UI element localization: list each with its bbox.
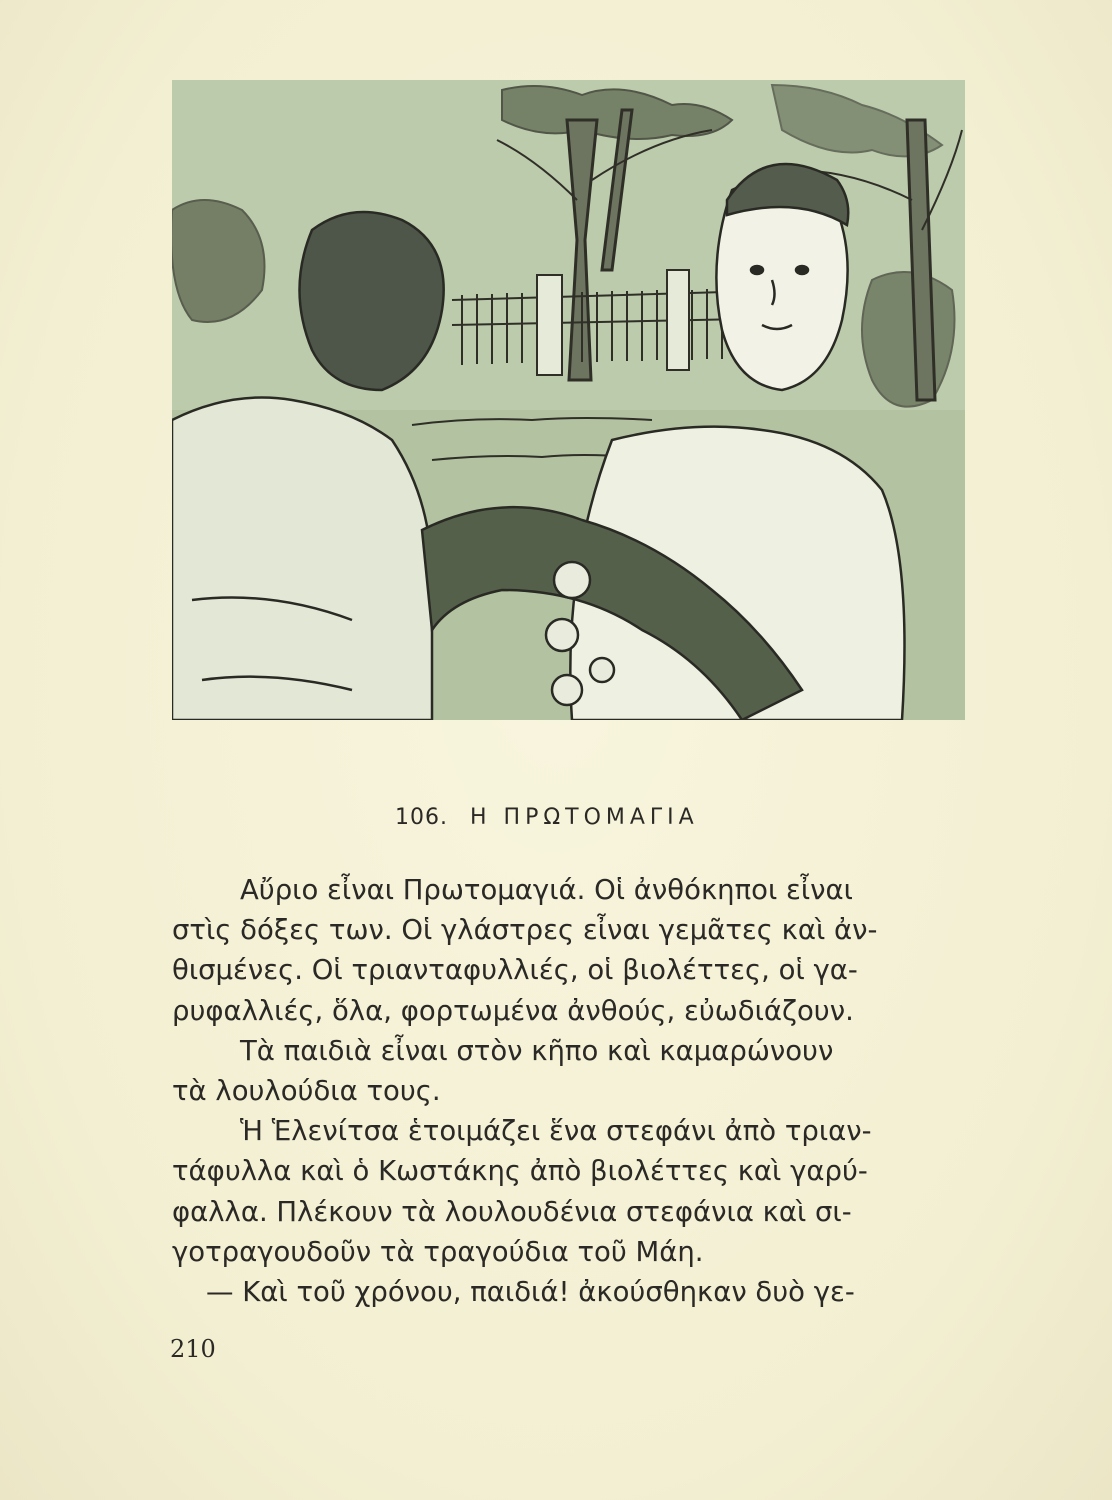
body-text [172,870,1022,1312]
page-number: 210 [170,1335,216,1363]
text-line: Τὰ παιδιὰ εἶναι στὸν κῆπο καὶ καμαρώνουν [240,1034,834,1067]
illustration-children-with-wreaths [172,80,965,720]
illustration-drawing [172,80,965,720]
chapter-title: Η ΠΡΩΤΟΜΑΓΙΑ [469,805,699,830]
text-line: ρυφαλλιές, ὅλα, φορτωμένα ἀνθούς, εὐωδιάζουν. [172,994,854,1027]
text-line: θισμένες. Οἱ τριανταφυλλιές, οἱ βιολέττες, οἱ γα- [172,954,858,987]
chapter-number: 106. [395,805,448,830]
text-line: τὰ λουλούδια τους. [172,1074,441,1107]
text-line: Ἡ Ἑλενίτσα ἑτοιμάζει ἕνα στεφάνι ἀπὸ τριαν- [240,1115,872,1148]
text-line: γοτραγουδοῦν τὰ τραγούδια τοῦ Μάη. [172,1235,704,1268]
text-line: — Καὶ τοῦ χρόνου, παιδιά! ἀκούσθηκαν δυὸ γε- [206,1275,855,1308]
text-line: Αὔριο εἶναι Πρωτομαγιά. Οἱ ἀνθόκηποι εἶναι [240,874,853,906]
chapter-heading [395,805,699,830]
text-line: τάφυλλα καὶ ὁ Κωστάκης ἀπὸ βιολέττες καὶ γαρύ- [172,1155,868,1188]
text-line: φαλλα. Πλέκουν τὰ λουλουδένια στεφάνια καὶ σι- [172,1195,852,1228]
text-line: στὶς δόξες των. Οἱ γλάστρες εἶναι γεμᾶτες καὶ ἀν- [172,914,878,947]
